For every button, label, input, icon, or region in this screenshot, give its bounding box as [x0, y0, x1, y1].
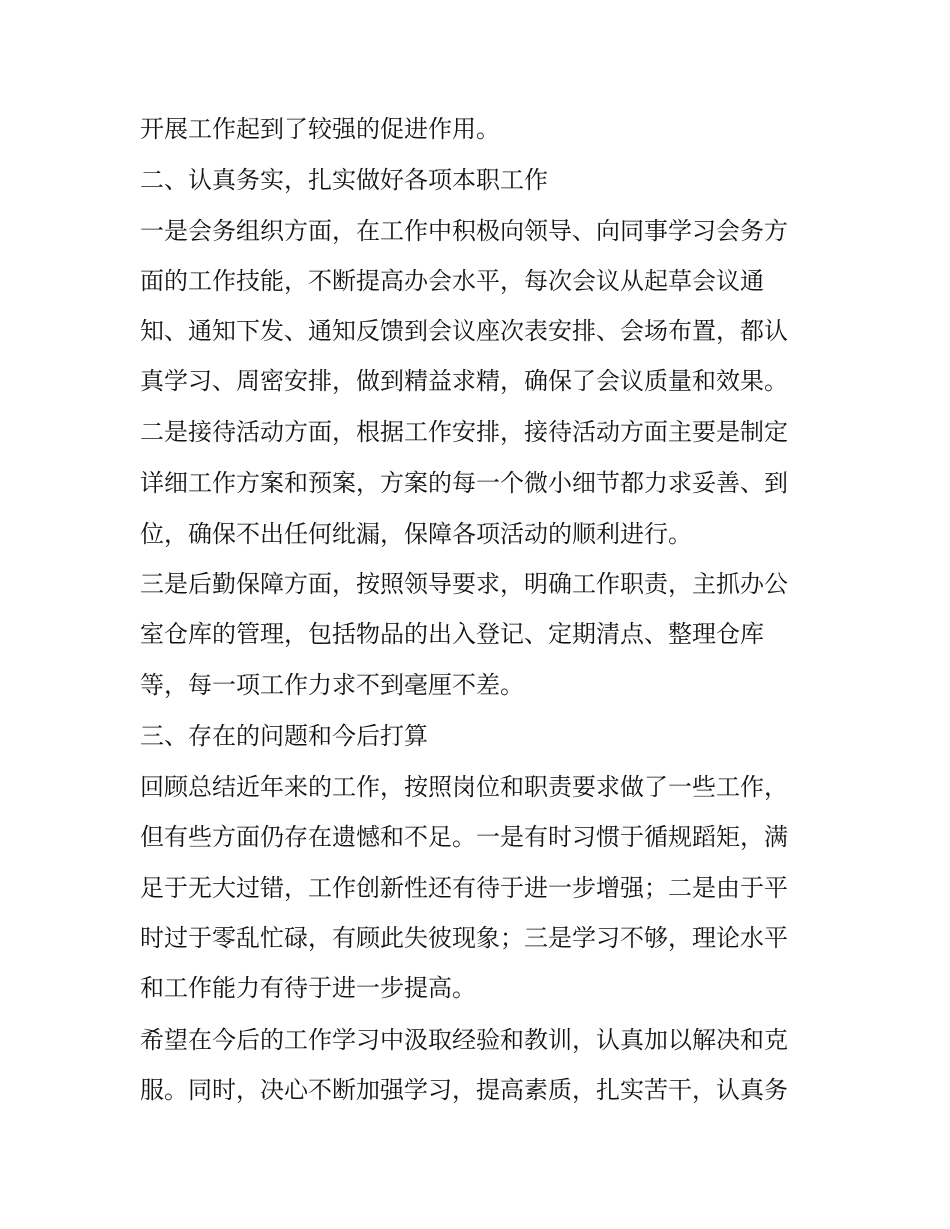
text-line: 时过于零乱忙碌，有顾此失彼现象；三是学习不够，理论水平	[140, 924, 788, 952]
text-line: 详细工作方案和预案，方案的每一个微小细节都力求妥善、到	[140, 469, 788, 497]
section-heading: 三、存在的问题和今后打算	[140, 722, 428, 750]
text-line: 面的工作技能，不断提高办会水平，每次会议从起草会议通	[140, 267, 764, 295]
text-line: 一是会务组织方面，在工作中积极向领导、向同事学习会务方	[140, 217, 788, 245]
text-line: 等，每一项工作力求不到毫厘不差。	[140, 671, 524, 699]
text-line: 三是后勤保障方面，按照领导要求，明确工作职责，主抓办公	[140, 570, 788, 598]
text-line: 真学习、周密安排，做到精益求精，确保了会议质量和效果。	[140, 367, 788, 395]
text-line: 和工作能力有待于进一步提高。	[140, 974, 476, 1002]
text-line: 服。同时，决心不断加强学习，提高素质，扎实苦干，认真务	[140, 1076, 788, 1104]
text-line: 希望在今后的工作学习中汲取经验和教训，认真加以解决和克	[140, 1026, 788, 1054]
text-line: 但有些方面仍存在遗憾和不足。一是有时习惯于循规蹈矩，满	[140, 823, 788, 851]
section-heading: 二、认真务实，扎实做好各项本职工作	[140, 166, 548, 194]
text-line: 二是接待活动方面，根据工作安排，接待活动方面主要是制定	[140, 418, 788, 446]
text-line: 室仓库的管理，包括物品的出入登记、定期清点、整理仓库	[140, 620, 764, 648]
text-line: 位，确保不出任何纰漏，保障各项活动的顺利进行。	[140, 520, 692, 548]
text-line: 知、通知下发、通知反馈到会议座次表安排、会场布置，都认	[140, 317, 788, 345]
text-line: 足于无大过错，工作创新性还有待于进一步增强；二是由于平	[140, 874, 788, 902]
text-line: 开展工作起到了较强的促进作用。	[140, 115, 500, 143]
text-line: 回顾总结近年来的工作，按照岗位和职责要求做了一些工作，	[140, 773, 788, 801]
